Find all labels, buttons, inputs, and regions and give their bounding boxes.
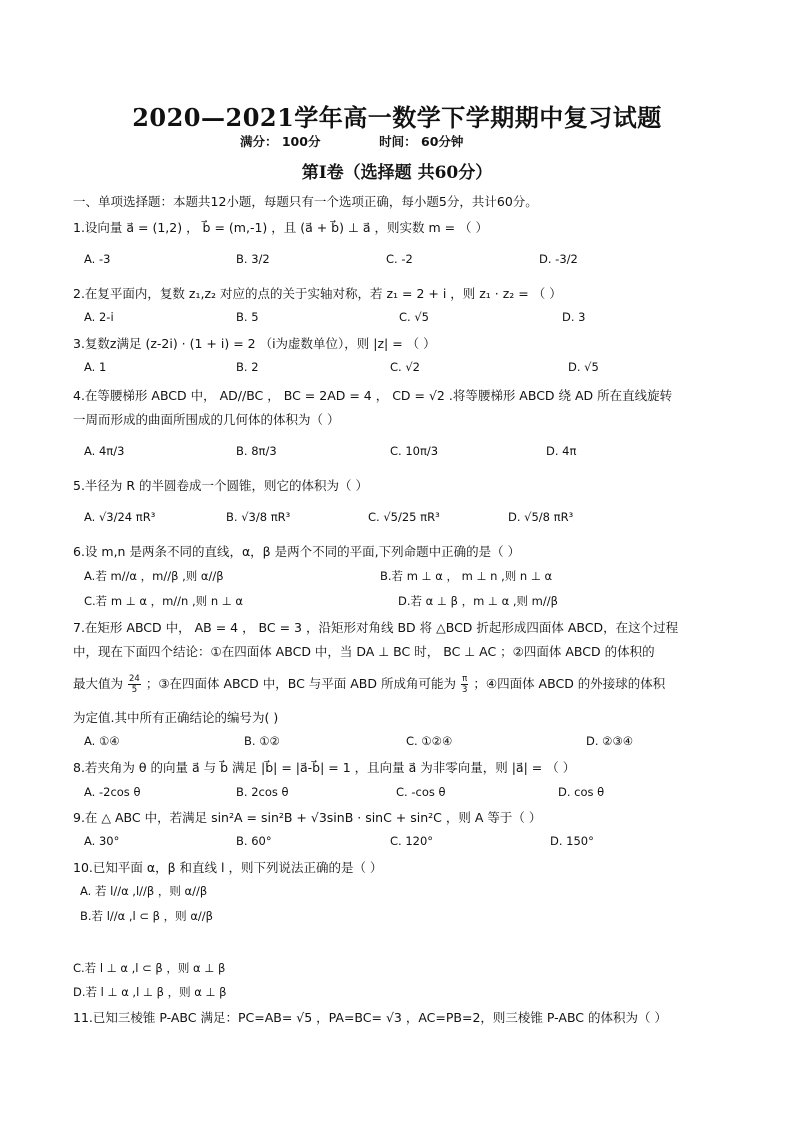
q10-option-d: D.若 l ⊥ α ,l ⊥ β ，则 α ⊥ β	[73, 985, 227, 999]
question-7: 7.在矩形 ABCD 中， AB = 4 ， BC = 3 ，沿矩形对角线 BD 将 △BCD 折起形成四面体 ABCD，在这个过程	[73, 620, 679, 635]
q1-option-b: B. 3/2	[236, 252, 270, 266]
time-label: 时间： 60分钟	[379, 134, 464, 149]
question-4: 4.在等腰梯形 ABCD 中， AD//BC ， BC = 2AD = 4 ， CD = √2 .将等腰梯形 ABCD 绕 AD 所在直线旋转	[73, 388, 673, 403]
question-5: 5.半径为 R 的半圆卷成一个圆锥，则它的体积为（ ）	[73, 478, 369, 493]
q7-fraction-angle: $\frac{\pi}{3}$	[461, 674, 468, 695]
q10-option-c: C.若 l ⊥ α ,l ⊂ β ，则 α ⊥ β	[73, 961, 226, 975]
q9-option-b: B. 60°	[236, 834, 272, 848]
q5-option-b: B. √3/8 πR³	[226, 510, 291, 524]
question-10: 10.已知平面 α，β 和直线 l ，则下列说法正确的是（ ）	[73, 860, 383, 875]
question-11: 11.已知三棱锥 P-ABC 满足：PC=AB= √5 ，PA=BC= √3 ，AC=PB=2，则三棱锥 P-ABC 的体积为（ ）	[73, 1010, 667, 1025]
q1-option-c: C. -2	[386, 252, 413, 266]
q8-option-c: C. -cos θ	[396, 785, 446, 799]
q3-option-c: C. √2	[390, 360, 420, 374]
section-title: 第Ⅰ卷（选择题 共60分）	[301, 163, 493, 183]
q9-option-a: A. 30°	[84, 834, 120, 848]
q7-fraction-max: $\frac{24}{5}$	[129, 674, 140, 695]
q1-option-a: A. -3	[84, 252, 111, 266]
q6-option-a: A.若 m//α ，m//β ,则 α//β	[84, 569, 224, 583]
q7-option-c: C. ①②④	[406, 734, 453, 748]
question-2: 2.在复平面内，复数 z₁,z₂ 对应的点的关于实轴对称，若 z₁ = 2 + i ，则 z₁ · z₂ = （ ）	[73, 286, 562, 301]
question-3: 3.复数z满足 (z-2i) · (1 + i) = 2 （i为虚数单位），则 |z| = （ ）	[73, 336, 436, 351]
q7-text-c: ；④四面体 ABCD 的外接球的体积	[473, 676, 666, 691]
question-4-cont: 一周而形成的曲面所围成的几何体的体积为（ ）	[73, 412, 340, 427]
exam-meta	[240, 132, 463, 150]
question-7-cont2	[73, 674, 665, 695]
q1-option-d: D. -3/2	[539, 252, 578, 266]
page-title: 2020—2021学年高一数学下学期期中复习试题	[132, 103, 662, 132]
q8-option-d: D. cos θ	[558, 785, 605, 799]
score-label: 满分： 100分	[240, 134, 321, 149]
instructions: 一、单项选择题：本题共12小题，每题只有一个选项正确，每小题5分，共计60分。	[73, 194, 538, 209]
q2-option-c: C. √5	[399, 310, 429, 324]
question-9: 9.在 △ ABC 中，若满足 sin²A = sin²B + √3sinB · sinC + sin²C ，则 A 等于（ ）	[73, 810, 542, 825]
question-8: 8.若夹角为 θ 的向量 a⃗ 与 b⃗ 满足 |b⃗| = |a⃗-b⃗| = 1 ，且向量 a⃗ 为非零向量，则 |a⃗| = （ ）	[73, 760, 576, 775]
q9-option-d: D. 150°	[550, 834, 594, 848]
q2-option-d: D. 3	[562, 310, 586, 324]
question-7-cont3: 为定值.其中所有正确结论的编号为( )	[73, 710, 279, 725]
q7-option-d: D. ②③④	[586, 734, 634, 748]
q4-option-b: B. 8π/3	[236, 444, 277, 458]
q7-text-b: ；③在四面体 ABCD 中，BC 与平面 ABD 所成角可能为	[145, 676, 456, 691]
q3-option-d: D. √5	[568, 360, 599, 374]
q5-option-c: C. √5/25 πR³	[368, 510, 440, 524]
question-1: 1.设向量 a⃗ = (1,2) ， b⃗ = (m,-1) ，且 (a⃗ + b⃗) ⊥ a⃗ ，则实数 m = （ ）	[73, 220, 489, 235]
question-6: 6.设 m,n 是两条不同的直线，α，β 是两个不同的平面,下列命题中正确的是（ ）	[73, 544, 521, 559]
q7-text-a: 最大值为	[73, 676, 124, 691]
q7-option-b: B. ①②	[244, 734, 280, 748]
q5-option-d: D. √5/8 πR³	[508, 510, 574, 524]
q4-option-d: D. 4π	[546, 444, 577, 458]
q8-option-a: A. -2cos θ	[84, 785, 141, 799]
q10-option-b: B.若 l//α ,l ⊂ β ，则 α//β	[80, 909, 213, 923]
q10-option-a: A. 若 l//α ,l//β ，则 α//β	[80, 884, 208, 898]
q6-option-b: B.若 m ⊥ α ， m ⊥ n ,则 n ⊥ α	[380, 569, 553, 583]
q2-option-a: A. 2-i	[84, 310, 114, 324]
q2-option-b: B. 5	[236, 310, 259, 324]
q9-option-c: C. 120°	[390, 834, 434, 848]
q3-option-b: B. 2	[236, 360, 259, 374]
q6-option-d: D.若 α ⊥ β ，m ⊥ α ,则 m//β	[398, 594, 558, 608]
q8-option-b: B. 2cos θ	[236, 785, 289, 799]
q7-option-a: A. ①④	[84, 734, 120, 748]
q4-option-c: C. 10π/3	[390, 444, 439, 458]
q3-option-a: A. 1	[84, 360, 107, 374]
q6-option-c: C.若 m ⊥ α ，m//n ,则 n ⊥ α	[84, 594, 244, 608]
question-7-cont: 中，现在下面四个结论：①在四面体 ABCD 中，当 DA ⊥ BC 时， BC ⊥ AC ；②四面体 ABCD 的体积的	[73, 644, 655, 659]
q4-option-a: A. 4π/3	[84, 444, 125, 458]
q5-option-a: A. √3/24 πR³	[84, 510, 156, 524]
